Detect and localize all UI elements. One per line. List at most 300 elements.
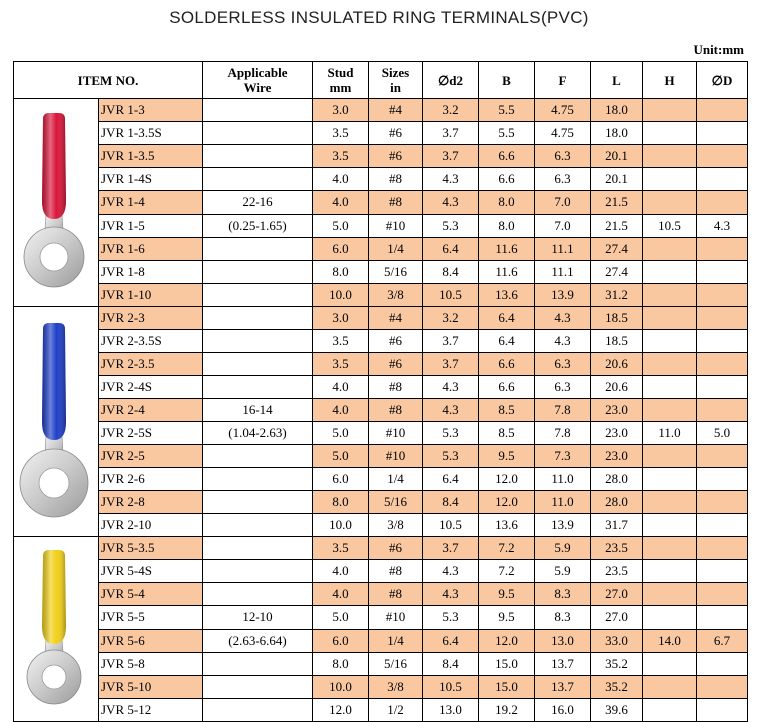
d-cell: 5.0 <box>697 422 748 445</box>
table-row <box>14 353 748 376</box>
item-no-cell: JVR 2-5S <box>99 422 203 445</box>
size-cell: #6 <box>369 537 423 560</box>
l-cell: 18.5 <box>591 330 643 353</box>
h-cell <box>643 237 697 260</box>
table-row <box>14 191 748 214</box>
header-sizes <box>369 62 423 99</box>
applicable-wire-cell <box>203 537 313 560</box>
f-cell: 7.8 <box>535 422 591 445</box>
size-cell: #8 <box>369 583 423 606</box>
d2-cell: 4.3 <box>423 399 479 422</box>
d2-cell: 4.3 <box>423 191 479 214</box>
d2-cell: 6.4 <box>423 237 479 260</box>
h-cell <box>643 445 697 468</box>
ring-terminal-spec-table <box>13 61 748 722</box>
stud-cell: 8.0 <box>313 652 369 675</box>
f-cell: 13.0 <box>535 629 591 652</box>
f-cell: 7.8 <box>535 399 591 422</box>
size-cell: #6 <box>369 330 423 353</box>
f-cell: 5.9 <box>535 560 591 583</box>
b-cell: 13.6 <box>479 514 535 537</box>
stud-cell: 3.5 <box>313 330 369 353</box>
applicable-wire-cell: 22-16 <box>203 191 313 214</box>
d-cell <box>697 491 748 514</box>
f-cell: 13.9 <box>535 514 591 537</box>
stud-cell: 4.0 <box>313 168 369 191</box>
size-cell: #6 <box>369 122 423 145</box>
d-cell <box>697 376 748 399</box>
table-row <box>14 145 748 168</box>
stud-cell: 3.5 <box>313 353 369 376</box>
size-cell: #8 <box>369 560 423 583</box>
b-cell: 6.6 <box>479 353 535 376</box>
item-no-cell: JVR 2-10 <box>99 514 203 537</box>
item-no-cell: JVR 2-5 <box>99 445 203 468</box>
d-cell <box>697 353 748 376</box>
header-applicable-wire-line1: Applicable <box>227 65 288 80</box>
d-cell <box>697 399 748 422</box>
stud-cell: 10.0 <box>313 283 369 306</box>
header-item-no: ITEM NO. <box>14 62 203 99</box>
b-cell: 19.2 <box>479 698 535 721</box>
f-cell: 7.0 <box>535 191 591 214</box>
d-cell <box>697 237 748 260</box>
l-cell: 33.0 <box>591 629 643 652</box>
h-cell <box>643 122 697 145</box>
h-cell <box>643 283 697 306</box>
stud-cell: 12.0 <box>313 698 369 721</box>
h-cell <box>643 399 697 422</box>
f-cell: 16.0 <box>535 698 591 721</box>
d-cell <box>697 168 748 191</box>
l-cell: 27.4 <box>591 237 643 260</box>
h-cell <box>643 376 697 399</box>
d2-cell: 10.5 <box>423 675 479 698</box>
l-cell: 20.1 <box>591 145 643 168</box>
applicable-wire-cell <box>203 353 313 376</box>
stud-cell: 10.0 <box>313 514 369 537</box>
b-cell: 9.5 <box>479 445 535 468</box>
b-cell: 11.6 <box>479 260 535 283</box>
size-cell: #8 <box>369 168 423 191</box>
h-cell <box>643 260 697 283</box>
item-no-cell: JVR 2-6 <box>99 468 203 491</box>
d-cell: 6.7 <box>697 629 748 652</box>
d2-cell: 10.5 <box>423 514 479 537</box>
b-cell: 7.2 <box>479 560 535 583</box>
size-cell: #4 <box>369 307 423 330</box>
stud-cell: 5.0 <box>313 214 369 237</box>
l-cell: 20.1 <box>591 168 643 191</box>
d-cell <box>697 307 748 330</box>
h-cell: 11.0 <box>643 422 697 445</box>
size-cell: #10 <box>369 214 423 237</box>
b-cell: 8.0 <box>479 191 535 214</box>
size-cell: 1/4 <box>369 468 423 491</box>
d-cell <box>697 514 748 537</box>
b-cell: 8.5 <box>479 399 535 422</box>
stud-cell: 8.0 <box>313 260 369 283</box>
item-no-cell: JVR 1-10 <box>99 283 203 306</box>
b-cell: 12.0 <box>479 491 535 514</box>
l-cell: 31.7 <box>591 514 643 537</box>
h-cell <box>643 468 697 491</box>
h-cell <box>643 537 697 560</box>
page-title: SOLDERLESS INSULATED RING TERMINALS(PVC) <box>169 8 589 27</box>
d2-cell: 6.4 <box>423 468 479 491</box>
d-cell <box>697 698 748 721</box>
f-cell: 4.75 <box>535 99 591 122</box>
stud-cell: 5.0 <box>313 445 369 468</box>
applicable-wire-cell: 16-14 <box>203 399 313 422</box>
stud-cell: 6.0 <box>313 237 369 260</box>
h-cell <box>643 698 697 721</box>
table-row <box>14 698 748 721</box>
l-cell: 21.5 <box>591 191 643 214</box>
b-cell: 6.6 <box>479 145 535 168</box>
table-row <box>14 629 748 652</box>
d2-cell: 3.7 <box>423 122 479 145</box>
item-no-cell: JVR 1-3 <box>99 99 203 122</box>
size-cell: 3/8 <box>369 514 423 537</box>
item-no-cell: JVR 5-4 <box>99 583 203 606</box>
ring-terminal-icon <box>14 99 98 302</box>
size-cell: #8 <box>369 376 423 399</box>
d-cell <box>697 606 748 629</box>
table-row <box>14 583 748 606</box>
size-cell: #8 <box>369 191 423 214</box>
item-no-cell: JVR 5-6 <box>99 629 203 652</box>
b-cell: 6.4 <box>479 330 535 353</box>
applicable-wire-cell <box>203 583 313 606</box>
d-cell <box>697 122 748 145</box>
b-cell: 7.2 <box>479 537 535 560</box>
item-no-cell: JVR 2-3 <box>99 307 203 330</box>
header-applicable-wire-line2: Wire <box>243 80 272 95</box>
item-no-cell: JVR 2-3.5S <box>99 330 203 353</box>
d2-cell: 5.3 <box>423 214 479 237</box>
h-cell <box>643 330 697 353</box>
applicable-wire-cell <box>203 307 313 330</box>
stud-cell: 4.0 <box>313 191 369 214</box>
table-row <box>14 307 748 330</box>
f-cell: 13.9 <box>535 283 591 306</box>
f-cell: 13.7 <box>535 652 591 675</box>
item-no-cell: JVR 1-8 <box>99 260 203 283</box>
h-cell: 14.0 <box>643 629 697 652</box>
applicable-wire-cell <box>203 283 313 306</box>
stud-cell: 4.0 <box>313 399 369 422</box>
l-cell: 23.5 <box>591 537 643 560</box>
stud-cell: 3.5 <box>313 122 369 145</box>
l-cell: 28.0 <box>591 468 643 491</box>
h-cell <box>643 353 697 376</box>
b-cell: 5.5 <box>479 99 535 122</box>
f-cell: 11.0 <box>535 468 591 491</box>
item-no-cell: JVR 5-5 <box>99 606 203 629</box>
header-row <box>14 62 748 99</box>
header-stud-line1: Stud <box>327 65 354 80</box>
size-cell: #10 <box>369 445 423 468</box>
table-row <box>14 514 748 537</box>
b-cell: 9.5 <box>479 583 535 606</box>
d-cell <box>697 560 748 583</box>
d-cell: 4.3 <box>697 214 748 237</box>
size-cell: 1/4 <box>369 237 423 260</box>
table-row <box>14 122 748 145</box>
applicable-wire-cell <box>203 145 313 168</box>
header-b: B <box>479 62 535 99</box>
applicable-wire-cell <box>203 560 313 583</box>
d-cell <box>697 675 748 698</box>
d-cell <box>697 145 748 168</box>
d2-cell: 5.3 <box>423 445 479 468</box>
applicable-wire-cell <box>203 652 313 675</box>
table-row <box>14 491 748 514</box>
d-cell <box>697 537 748 560</box>
stud-cell: 8.0 <box>313 491 369 514</box>
size-cell: #8 <box>369 399 423 422</box>
size-cell: 5/16 <box>369 652 423 675</box>
d2-cell: 4.3 <box>423 583 479 606</box>
l-cell: 35.2 <box>591 652 643 675</box>
applicable-wire-cell <box>203 260 313 283</box>
l-cell: 18.0 <box>591 122 643 145</box>
b-cell: 15.0 <box>479 675 535 698</box>
size-cell: 1/2 <box>369 698 423 721</box>
d-cell <box>697 99 748 122</box>
stud-cell: 5.0 <box>313 606 369 629</box>
table-row <box>14 652 748 675</box>
l-cell: 28.0 <box>591 491 643 514</box>
f-cell: 6.3 <box>535 168 591 191</box>
f-cell: 8.3 <box>535 606 591 629</box>
h-cell <box>643 514 697 537</box>
h-cell: 10.5 <box>643 214 697 237</box>
size-cell: 5/16 <box>369 491 423 514</box>
f-cell: 11.0 <box>535 491 591 514</box>
d2-cell: 3.2 <box>423 307 479 330</box>
d2-cell: 13.0 <box>423 698 479 721</box>
applicable-wire-cell <box>203 675 313 698</box>
b-cell: 9.5 <box>479 606 535 629</box>
item-no-cell: JVR 2-3.5 <box>99 353 203 376</box>
header-d: ∅D <box>697 62 748 99</box>
size-cell: #10 <box>369 422 423 445</box>
header-sizes-line1: Sizes <box>381 65 410 80</box>
item-no-cell: JVR 1-6 <box>99 237 203 260</box>
b-cell: 8.5 <box>479 422 535 445</box>
applicable-wire-cell <box>203 491 313 514</box>
item-no-cell: JVR 5-12 <box>99 698 203 721</box>
item-no-cell: JVR 1-4 <box>99 191 203 214</box>
applicable-wire-cell: (0.25-1.65) <box>203 214 313 237</box>
stud-cell: 3.0 <box>313 307 369 330</box>
stud-cell: 3.5 <box>313 537 369 560</box>
b-cell: 6.4 <box>479 307 535 330</box>
terminal-image-cell <box>14 99 99 307</box>
l-cell: 31.2 <box>591 283 643 306</box>
f-cell: 5.9 <box>535 537 591 560</box>
applicable-wire-cell <box>203 698 313 721</box>
h-cell <box>643 99 697 122</box>
d2-cell: 6.4 <box>423 629 479 652</box>
terminal-image-cell <box>14 537 99 722</box>
table-row <box>14 214 748 237</box>
table-row <box>14 399 748 422</box>
stud-cell: 4.0 <box>313 376 369 399</box>
l-cell: 21.5 <box>591 214 643 237</box>
stud-cell: 10.0 <box>313 675 369 698</box>
f-cell: 6.3 <box>535 145 591 168</box>
size-cell: 1/4 <box>369 629 423 652</box>
stud-cell: 4.0 <box>313 583 369 606</box>
l-cell: 35.2 <box>591 675 643 698</box>
applicable-wire-cell <box>203 468 313 491</box>
d-cell <box>697 445 748 468</box>
spec-table-body <box>14 99 748 722</box>
size-cell: #4 <box>369 99 423 122</box>
d2-cell: 3.7 <box>423 353 479 376</box>
item-no-cell: JVR 1-4S <box>99 168 203 191</box>
stud-cell: 3.0 <box>313 99 369 122</box>
item-no-cell: JVR 2-4S <box>99 376 203 399</box>
d2-cell: 3.7 <box>423 145 479 168</box>
header-stud-line2: mm <box>329 80 352 95</box>
applicable-wire-cell: (1.04-2.63) <box>203 422 313 445</box>
f-cell: 11.1 <box>535 260 591 283</box>
b-cell: 5.5 <box>479 122 535 145</box>
applicable-wire-cell <box>203 514 313 537</box>
d2-cell: 3.7 <box>423 537 479 560</box>
b-cell: 6.6 <box>479 376 535 399</box>
table-row <box>14 168 748 191</box>
size-cell: #6 <box>369 145 423 168</box>
f-cell: 4.75 <box>535 122 591 145</box>
applicable-wire-cell <box>203 330 313 353</box>
stud-cell: 6.0 <box>313 629 369 652</box>
d2-cell: 8.4 <box>423 491 479 514</box>
applicable-wire-cell <box>203 122 313 145</box>
applicable-wire-cell <box>203 445 313 468</box>
size-cell: 5/16 <box>369 260 423 283</box>
stud-cell: 6.0 <box>313 468 369 491</box>
f-cell: 8.3 <box>535 583 591 606</box>
d2-cell: 3.2 <box>423 99 479 122</box>
item-no-cell: JVR 1-5 <box>99 214 203 237</box>
d-cell <box>697 191 748 214</box>
item-no-cell: JVR 5-10 <box>99 675 203 698</box>
h-cell <box>643 606 697 629</box>
f-cell: 6.3 <box>535 376 591 399</box>
unit-label: Unit:mm <box>693 42 744 57</box>
d-cell <box>697 583 748 606</box>
size-cell: #10 <box>369 606 423 629</box>
terminal-image-cell <box>14 307 99 537</box>
table-row <box>14 260 748 283</box>
b-cell: 13.6 <box>479 283 535 306</box>
header-l: L <box>591 62 643 99</box>
item-no-cell: JVR 1-3.5S <box>99 122 203 145</box>
f-cell: 6.3 <box>535 353 591 376</box>
d-cell <box>697 652 748 675</box>
d2-cell: 5.3 <box>423 606 479 629</box>
table-row <box>14 376 748 399</box>
h-cell <box>643 491 697 514</box>
table-row <box>14 537 748 560</box>
table-row <box>14 237 748 260</box>
table-row <box>14 560 748 583</box>
stud-cell: 5.0 <box>313 422 369 445</box>
size-cell: #6 <box>369 353 423 376</box>
l-cell: 23.0 <box>591 422 643 445</box>
f-cell: 7.0 <box>535 214 591 237</box>
d-cell <box>697 468 748 491</box>
f-cell: 4.3 <box>535 330 591 353</box>
header-h: H <box>643 62 697 99</box>
b-cell: 12.0 <box>479 629 535 652</box>
applicable-wire-cell <box>203 168 313 191</box>
l-cell: 39.6 <box>591 698 643 721</box>
h-cell <box>643 560 697 583</box>
h-cell <box>643 583 697 606</box>
item-no-cell: JVR 5-4S <box>99 560 203 583</box>
l-cell: 27.0 <box>591 606 643 629</box>
l-cell: 27.0 <box>591 583 643 606</box>
l-cell: 18.5 <box>591 307 643 330</box>
d2-cell: 3.7 <box>423 330 479 353</box>
table-row <box>14 445 748 468</box>
size-cell: 3/8 <box>369 675 423 698</box>
table-row <box>14 606 748 629</box>
applicable-wire-cell: (2.63-6.64) <box>203 629 313 652</box>
f-cell: 7.3 <box>535 445 591 468</box>
b-cell: 11.6 <box>479 237 535 260</box>
item-no-cell: JVR 5-3.5 <box>99 537 203 560</box>
l-cell: 18.0 <box>591 99 643 122</box>
table-row <box>14 283 748 306</box>
table-row <box>14 99 748 122</box>
d2-cell: 4.3 <box>423 560 479 583</box>
stud-cell: 4.0 <box>313 560 369 583</box>
header-applicable-wire <box>203 62 313 99</box>
b-cell: 15.0 <box>479 652 535 675</box>
f-cell: 11.1 <box>535 237 591 260</box>
table-row <box>14 468 748 491</box>
d-cell <box>697 330 748 353</box>
d2-cell: 8.4 <box>423 652 479 675</box>
applicable-wire-cell <box>203 376 313 399</box>
d2-cell: 5.3 <box>423 422 479 445</box>
b-cell: 8.0 <box>479 214 535 237</box>
h-cell <box>643 168 697 191</box>
table-row <box>14 330 748 353</box>
header-f: F <box>535 62 591 99</box>
header-stud <box>313 62 369 99</box>
table-row <box>14 675 748 698</box>
stud-cell: 3.5 <box>313 145 369 168</box>
d-cell <box>697 260 748 283</box>
h-cell <box>643 652 697 675</box>
h-cell <box>643 191 697 214</box>
f-cell: 13.7 <box>535 675 591 698</box>
header-d2: ∅d2 <box>423 62 479 99</box>
f-cell: 4.3 <box>535 307 591 330</box>
item-no-cell: JVR 2-8 <box>99 491 203 514</box>
l-cell: 23.0 <box>591 445 643 468</box>
d-cell <box>697 283 748 306</box>
d2-cell: 8.4 <box>423 260 479 283</box>
